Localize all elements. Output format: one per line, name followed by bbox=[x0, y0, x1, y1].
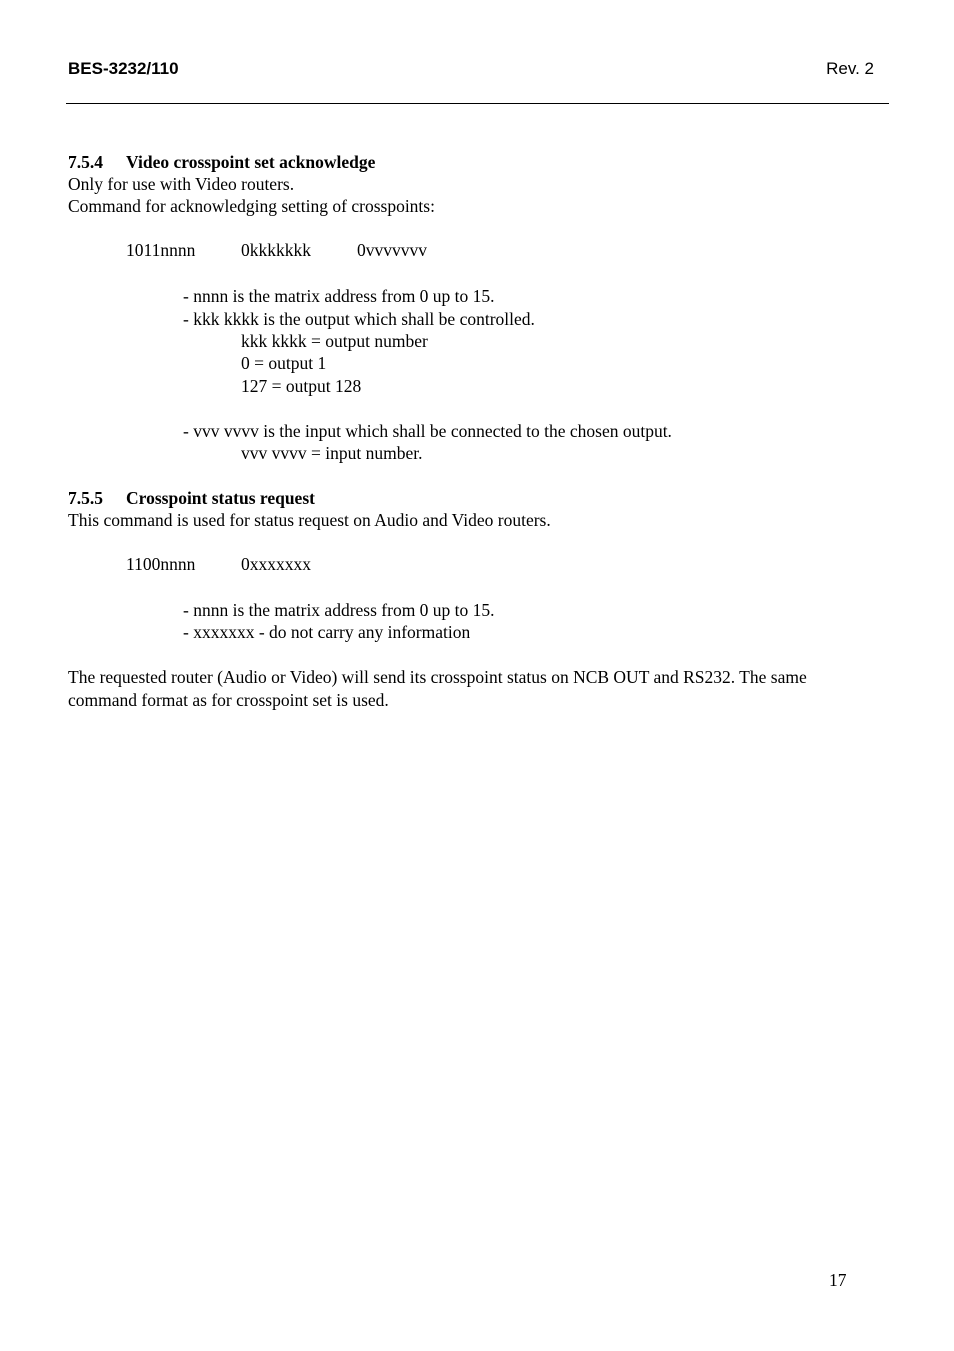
page-number: 17 bbox=[829, 1270, 847, 1290]
document-id: BES-3232/110 bbox=[68, 59, 179, 78]
section-755-byte-1: 1100nnnn bbox=[126, 554, 196, 574]
section-754-heading bbox=[68, 151, 375, 173]
section-754-byte-3: 0vvvvvvv bbox=[357, 240, 427, 260]
section-755-heading bbox=[68, 487, 315, 509]
section-755-paragraph-line-2: command format as for crosspoint set is used. bbox=[68, 690, 389, 710]
section-755-paragraph-line-1: The requested router (Audio or Video) will send its crosspoint status on NCB OUT and RS232. The same bbox=[68, 667, 807, 687]
section-754-sub-1: kkk kkkk = output number bbox=[241, 331, 428, 351]
section-755-number: 7.5.5 bbox=[68, 488, 103, 508]
section-754-intro-1: Only for use with Video routers. bbox=[68, 174, 295, 194]
section-754-number: 7.5.4 bbox=[68, 152, 103, 172]
revision-label: Rev. 2 bbox=[826, 59, 874, 78]
section-754-sub-2: 0 = output 1 bbox=[241, 353, 327, 373]
section-754-bullet-2: - kkk kkkk is the output which shall be controlled. bbox=[183, 309, 535, 329]
header-divider bbox=[66, 103, 889, 104]
section-754-intro-2: Command for acknowledging setting of crosspoints: bbox=[68, 196, 435, 216]
section-755-bullet-1: - nnnn is the matrix address from 0 up to 15. bbox=[183, 600, 495, 620]
section-755-intro-1: This command is used for status request on Audio and Video routers. bbox=[68, 510, 551, 530]
section-754-byte-1: 1011nnnn bbox=[126, 240, 196, 260]
section-754-title: Video crosspoint set acknowledge bbox=[126, 152, 376, 172]
section-755-bullet-2: - xxxxxxx - do not carry any information bbox=[183, 622, 471, 642]
section-754-sub-3: 127 = output 128 bbox=[241, 376, 362, 396]
section-754-byte-2: 0kkkkkkk bbox=[241, 240, 311, 260]
section-755-byte-2: 0xxxxxxx bbox=[241, 554, 311, 574]
section-755-title: Crosspoint status request bbox=[126, 488, 315, 508]
section-754-bullet-3: - vvv vvvv is the input which shall be connected to the chosen output. bbox=[183, 421, 672, 441]
section-754-bullet-1: - nnnn is the matrix address from 0 up to 15. bbox=[183, 286, 495, 306]
section-754-sub-4: vvv vvvv = input number. bbox=[241, 443, 423, 463]
